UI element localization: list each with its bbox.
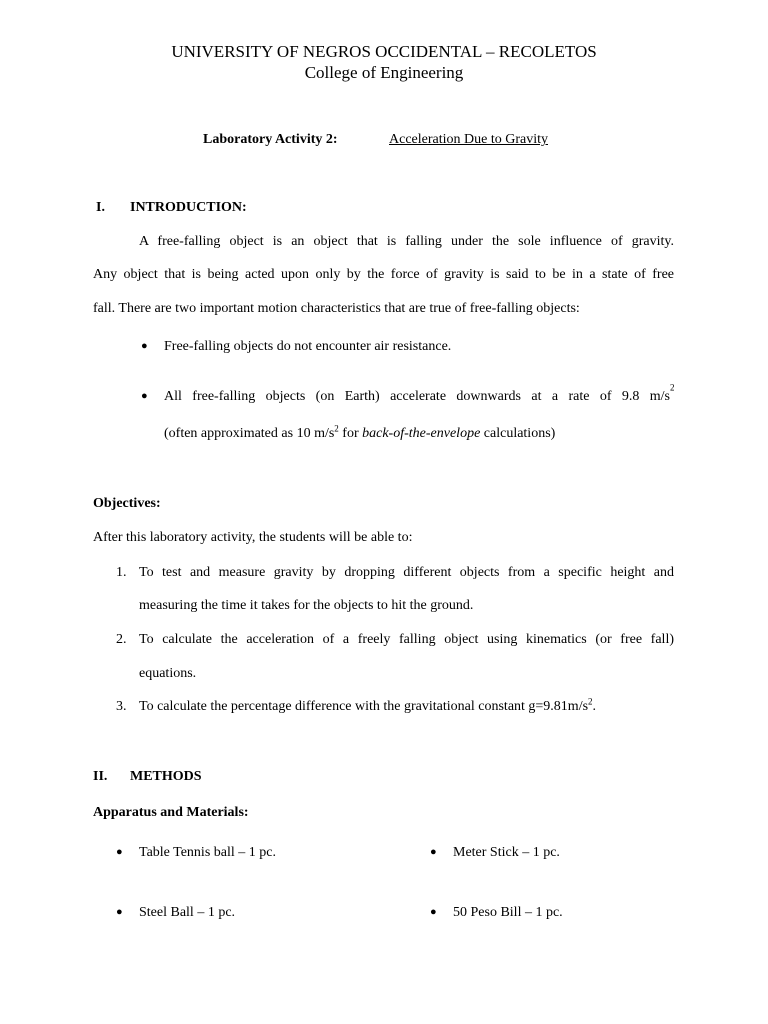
activity-label: Laboratory Activity 2: [203, 132, 338, 147]
objective-number: 3. [116, 699, 127, 714]
objectives-lead: After this laboratory activity, the students will be able to: [93, 530, 413, 545]
material-item: Steel Ball – 1 pc. [139, 905, 236, 920]
material-item: Meter Stick – 1 pc. [453, 845, 560, 860]
intro-line-3: fall. There are two important motion characteristics that are true of free-falling objects: [93, 301, 580, 316]
bullet-dot: ● [430, 846, 437, 858]
bullet-dot: ● [430, 906, 437, 918]
bullet-dot: ● [116, 846, 123, 858]
objective-3-line-1: To calculate the percentage difference with the gravitational constant $g=9.81m/s^2$. [139, 696, 597, 714]
intro-bullet-2-line-2: (often approximated as 10 $m/s^2$ for back-of-the-envelope calculations) [164, 423, 556, 441]
objective-2-line-1: To calculate the acceleration of a freely falling object using kinematics (or free fall) [139, 632, 674, 647]
intro-heading: INTRODUCTION: [130, 200, 247, 215]
methods-heading: METHODS [130, 769, 202, 784]
objective-2-line-2: equations. [139, 666, 197, 681]
intro-bullet-2-line-1: All free-falling objects (on Earth) accelerate downwards at a rate of 9.8 m/s [164, 389, 670, 404]
bullet-dot: ● [141, 340, 148, 352]
objective-1-line-2: measuring the time it takes for the objects to hit the ground. [139, 598, 474, 613]
university-name: UNIVERSITY OF NEGROS OCCIDENTAL – RECOLETOS [171, 42, 597, 61]
apparatus-heading: Apparatus and Materials: [93, 805, 249, 820]
objective-1-line-1: To test and measure gravity by dropping different objects from a specific height and [139, 565, 674, 580]
objectives-heading: Objectives: [93, 496, 161, 511]
objective-number: 1. [116, 565, 127, 580]
intro-bullet-1: Free-falling objects do not encounter air resistance. [164, 339, 452, 354]
college-name: College of Engineering [304, 63, 464, 82]
bullet-dot: ● [141, 390, 148, 402]
intro-line-2: Any object that is being acted upon only by the force of gravity is said to be in a state of free [93, 267, 674, 282]
intro-bullet-2-sup: 2 [670, 382, 675, 393]
bullet-dot: ● [116, 906, 123, 918]
objective-number: 2. [116, 632, 127, 647]
activity-title: Acceleration Due to Gravity [389, 132, 548, 147]
intro-numeral: I. [96, 200, 105, 215]
methods-numeral: II. [93, 769, 108, 784]
material-item: 50 Peso Bill – 1 pc. [453, 905, 563, 920]
intro-line-1: A free-falling object is an object that is falling under the sole influence of gravity. [139, 234, 674, 249]
material-item: Table Tennis ball – 1 pc. [139, 845, 276, 860]
